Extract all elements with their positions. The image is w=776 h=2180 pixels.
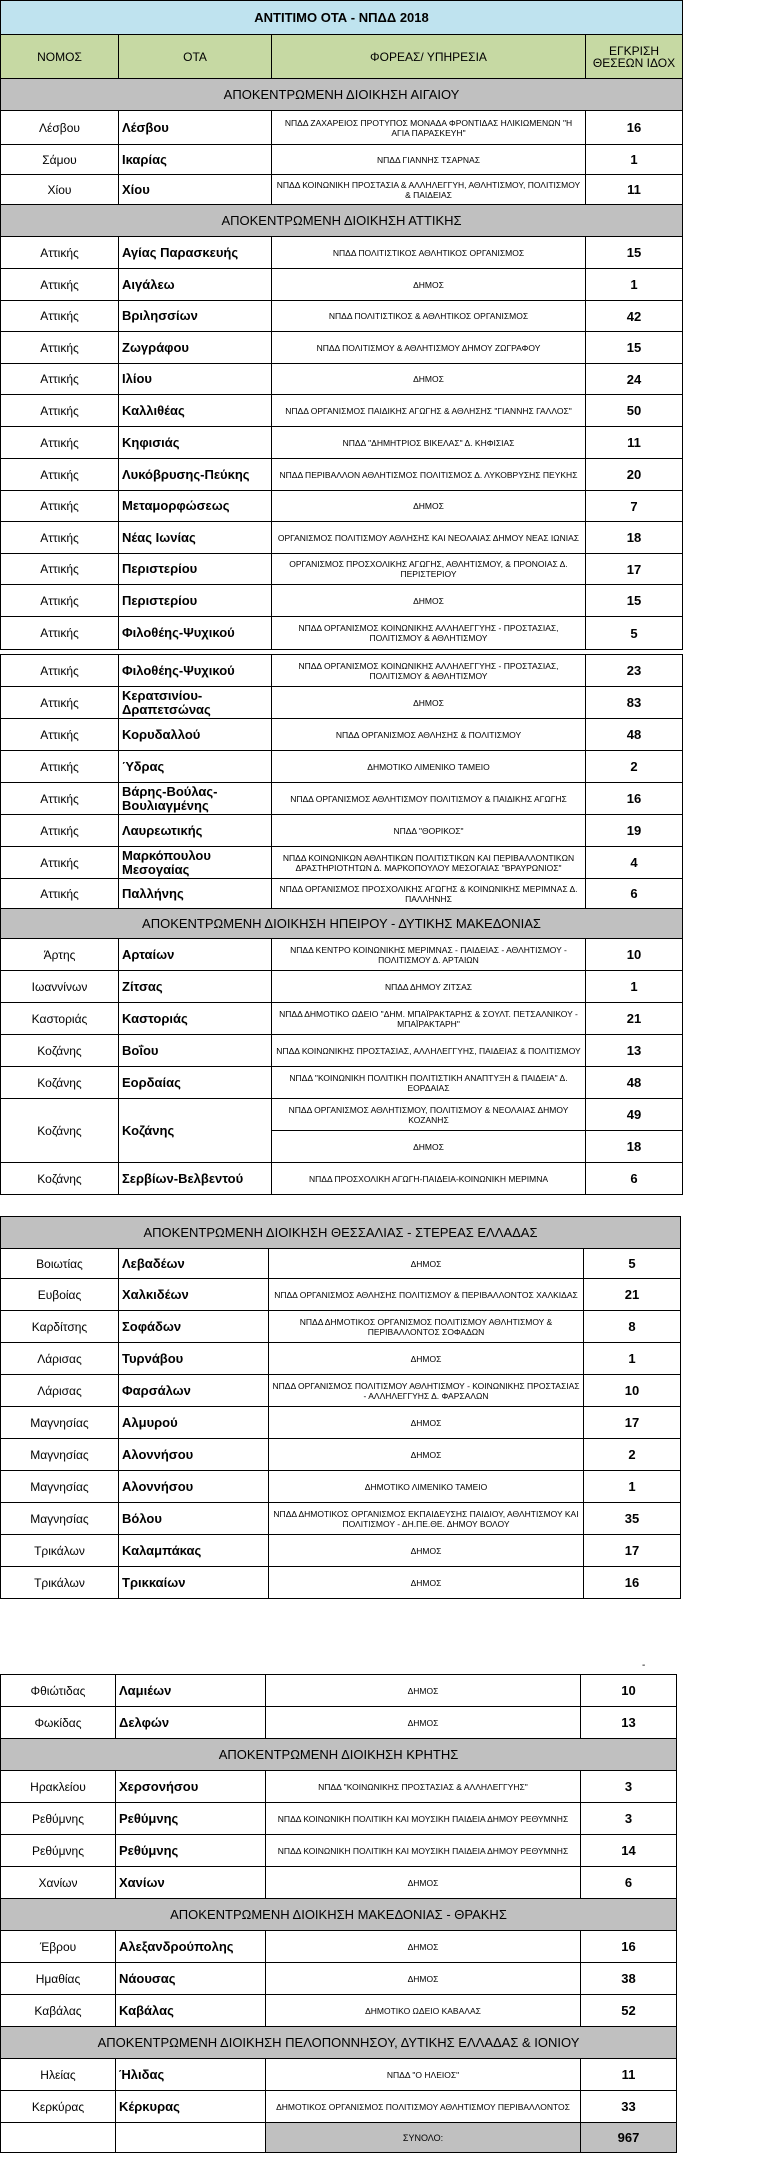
cell-foreas: ΔΗΜΟΣ: [269, 1535, 584, 1567]
table-crete-peloponnese: [0, 1674, 677, 2153]
cell-nomos: Σάμου: [1, 145, 119, 175]
table-row: [1, 1535, 681, 1567]
cell-foreas: ΔΗΜΟΣ: [269, 1439, 584, 1471]
cell-ota: Βόλου: [119, 1503, 269, 1535]
section-row: [1, 909, 683, 939]
cell-count: 42: [586, 301, 683, 332]
cell-foreas: ΝΠΔΔ ΠΟΛΙΤΙΣΜΟΥ & ΑΘΛΗΤΙΣΜΟΥ ΔΗΜΟΥ ΖΩΓΡΑΦΟΥ: [272, 332, 586, 364]
cell-foreas: ΝΠΔΔ ΖΑΧΑΡΕΙΟΣ ΠΡΟΤΥΠΟΣ ΜΟΝΑΔΑ ΦΡΟΝΤΙΔΑΣ ΗΛΙΚΙΩΜΕΝΩΝ "Η ΑΓΙΑ ΠΑΡΑΣΚΕΥΗ": [272, 111, 586, 145]
cell-ota: Χανίων: [116, 1867, 266, 1899]
cell-ota: Κερατσινίου-Δραπετσώνας: [119, 687, 272, 719]
cell-count: 6: [581, 1867, 677, 1899]
cell-nomos: Ρεθύμνης: [1, 1835, 116, 1867]
cell-nomos: Αττικής: [1, 459, 119, 491]
cell-count: 1: [584, 1471, 681, 1503]
section-row: [1, 1217, 681, 1249]
cell-nomos: Μαγνησίας: [1, 1503, 119, 1535]
cell-ota: Αλμυρού: [119, 1407, 269, 1439]
cell-ota: Ικαρίας: [119, 145, 272, 175]
cell-ota: Βριλησσίων: [119, 301, 272, 332]
cell-foreas: ΝΠΔΔ ΟΡΓΑΝΙΣΜΟΣ ΑΘΛΗΤΙΣΜΟΥ ΠΟΛΙΤΙΣΜΟΥ & ΠΑΙΔΙΚΗΣ ΑΓΩΓΗΣ: [272, 783, 586, 815]
section-title: ΑΠΟΚΕΝΤΡΩΜΕΝΗ ΔΙΟΙΚΗΣΗ ΘΕΣΣΑΛΙΑΣ - ΣΤΕΡΕΑΣ ΕΛΛΑΔΑΣ: [1, 1217, 681, 1249]
cell-foreas: ΔΗΜΟΣ: [269, 1407, 584, 1439]
cell-ota: Λέσβου: [119, 111, 272, 145]
cell-nomos: Τρικάλων: [1, 1567, 119, 1599]
cell-ota: Ρεθύμνης: [116, 1803, 266, 1835]
cell-nomos: Αττικής: [1, 491, 119, 522]
cell-ota: Τυρνάβου: [119, 1343, 269, 1375]
cell-count: 48: [586, 719, 683, 751]
cell-nomos: Καστοριάς: [1, 1003, 119, 1035]
cell-foreas: ΔΗΜΟΣ: [269, 1249, 584, 1279]
cell-nomos: Αττικής: [1, 847, 119, 879]
table-thessaly: [0, 1216, 681, 1599]
cell-foreas: ΔΗΜΟΣ: [272, 269, 586, 301]
cell-ota: Αγίας Παρασκευής: [119, 237, 272, 269]
cell-ota: Δελφών: [116, 1707, 266, 1739]
col-header-nomos: ΝΟΜΟΣ: [1, 35, 119, 79]
cell-count: 6: [586, 1163, 683, 1195]
cell-ota: Λαυρεωτικής: [119, 815, 272, 847]
cell-nomos: Μαγνησίας: [1, 1439, 119, 1471]
table-row: [1, 879, 683, 909]
cell-ota: Σερβίων-Βελβεντού: [119, 1163, 272, 1195]
cell-nomos: Κοζάνης: [1, 1067, 119, 1099]
cell-count: 1: [586, 145, 683, 175]
cell-ota: Βοΐου: [119, 1035, 272, 1067]
cell-ota: Χαλκιδέων: [119, 1279, 269, 1311]
section-title: ΑΠΟΚΕΝΤΡΩΜΕΝΗ ΔΙΟΙΚΗΣΗ ΜΑΚΕΔΟΝΙΑΣ - ΘΡΑΚΗΣ: [1, 1899, 677, 1931]
cell-foreas: ΝΠΔΔ ΔΗΜΟΤΙΚΟ ΩΔΕΙΟ "ΔΗΜ. ΜΠΑΪΡΑΚΤΑΡΗΣ & ΣΟΥΛΤ. ΠΕΤΣΑΛΝΙΚΟΥ - ΜΠΑΪΡΑΚΤΑΡΗ": [272, 1003, 586, 1035]
table-row: [1, 175, 683, 205]
cell-ota: Νέας Ιωνίας: [119, 522, 272, 554]
cell-count: 2: [584, 1439, 681, 1471]
cell-foreas: ΔΗΜΟΣ: [266, 1931, 581, 1963]
cell-nomos: Λέσβου: [1, 111, 119, 145]
cell-foreas: ΝΠΔΔ "ΚΟΙΝΩΝΙΚΗ ΠΟΛΙΤΙΚΗ ΠΟΛΙΤΙΣΤΙΚΗ ΑΝΑΠΤΥΞΗ & ΠΑΙΔΕΙΑ" Δ. ΕΟΡΔΑΙΑΣ: [272, 1067, 586, 1099]
table-row: [1, 1375, 681, 1407]
table-row: [1, 687, 683, 719]
cell-foreas: ΝΠΔΔ "Ο ΗΛΕΙΟΣ": [266, 2059, 581, 2091]
cell-ota: Ιλίου: [119, 364, 272, 395]
cell-count: 52: [581, 1995, 677, 2027]
cell-ota: Αλοννήσου: [119, 1439, 269, 1471]
cell-nomos: Άρτης: [1, 939, 119, 971]
cell-ota: Χερσονήσου: [116, 1771, 266, 1803]
table-row: [1, 395, 683, 427]
col-header-egkrisi: ΕΓΚΡΙΣΗ ΘΕΣΕΩΝ ΙΔΟΧ: [586, 35, 683, 79]
cell-foreas: ΝΠΔΔ ΠΟΛΙΤΙΣΤΙΚΟΣ & ΑΘΛΗΤΙΚΟΣ ΟΡΓΑΝΙΣΜΟΣ: [272, 301, 586, 332]
table-row: [1, 971, 683, 1003]
table-row: [1, 1675, 677, 1707]
cell-foreas: ΝΠΔΔ ΚΟΙΝΩΝΙΚΗ ΠΟΛΙΤΙΚΗ ΚΑΙ ΜΟΥΣΙΚΗ ΠΑΙΔΕΙΑ ΔΗΜΟΥ ΡΕΘΥΜΝΗΣ: [266, 1835, 581, 1867]
cell-count: 17: [584, 1407, 681, 1439]
cell-count: 21: [586, 1003, 683, 1035]
cell-count: 11: [586, 427, 683, 459]
cell-nomos: Αττικής: [1, 237, 119, 269]
cell-nomos: Ηλείας: [1, 2059, 116, 2091]
table-row: [1, 332, 683, 364]
table-row: [1, 522, 683, 554]
title-row: [1, 1, 683, 35]
cell-count: 38: [581, 1963, 677, 1995]
cell-nomos: Λάρισας: [1, 1375, 119, 1407]
cell-ota: Καλαμπάκας: [119, 1535, 269, 1567]
cell-foreas: ΝΠΔΔ ΔΗΜΟΤΙΚΟΣ ΟΡΓΑΝΙΣΜΟΣ ΠΟΛΙΤΙΣΜΟΥ ΑΘΛΗΤΙΣΜΟΥ & ΠΕΡΙΒΑΛΛΟΝΤΟΣ ΣΟΦΑΔΩΝ: [269, 1311, 584, 1343]
section-row: [1, 79, 683, 111]
cell-ota: Περιστερίου: [119, 554, 272, 585]
cell-nomos: Αττικής: [1, 554, 119, 585]
cell-nomos: Έβρου: [1, 1931, 116, 1963]
cell-count: 11: [586, 175, 683, 205]
cell-count: 2: [586, 751, 683, 783]
cell-count: 3: [581, 1803, 677, 1835]
cell-foreas: ΝΠΔΔ "ΔΗΜΗΤΡΙΟΣ ΒΙΚΕΛΑΣ" Δ. ΚΗΦΙΣΙΑΣ: [272, 427, 586, 459]
table-row: [1, 111, 683, 145]
cell-count: 15: [586, 332, 683, 364]
cell-nomos: Αττικής: [1, 687, 119, 719]
cell-nomos: Ευβοίας: [1, 1279, 119, 1311]
cell-count: 13: [581, 1707, 677, 1739]
table-row: [1, 751, 683, 783]
cell-count: 5: [584, 1249, 681, 1279]
cell-count: 15: [586, 237, 683, 269]
table-row: [1, 939, 683, 971]
table-row: [1, 1311, 681, 1343]
table-row: [1, 585, 683, 617]
cell-count: 10: [584, 1375, 681, 1407]
cell-nomos: Αττικής: [1, 815, 119, 847]
cell-count: 17: [586, 554, 683, 585]
cell-count: 4: [586, 847, 683, 879]
table-row: [1, 783, 683, 815]
cell-ota: Βάρης-Βούλας-Βουλιαγμένης: [119, 783, 272, 815]
table-attica-epirus: [0, 654, 683, 1195]
total-label: ΣΥΝΟΛΟ:: [266, 2123, 581, 2153]
cell-foreas: ΝΠΔΔ ΔΗΜΟΤΙΚΟΣ ΟΡΓΑΝΙΣΜΟΣ ΕΚΠΑΙΔΕΥΣΗΣ ΠΑΙΔΙΟΥ, ΑΘΛΗΤΙΣΜΟΥ ΚΑΙ ΠΟΛΙΤΙΣΜΟΥ - ΔΗ.ΠΕ.ΘΕ. ΔΗΜΟΥ ΒΟΛΟΥ: [269, 1503, 584, 1535]
cell-count: 18: [586, 522, 683, 554]
table-row: [1, 1163, 683, 1195]
table-row: [1, 2091, 677, 2123]
cell-count: 5: [586, 617, 683, 650]
cell-count: 13: [586, 1035, 683, 1067]
cell-nomos: Ιωαννίνων: [1, 971, 119, 1003]
cell-nomos: Αττικής: [1, 617, 119, 650]
cell-count: 17: [584, 1535, 681, 1567]
section-row: [1, 1739, 677, 1771]
cell-ota: Ύδρας: [119, 751, 272, 783]
cell-ota: Λυκόβρυσης-Πεύκης: [119, 459, 272, 491]
table-row: [1, 1803, 677, 1835]
table-row: [1, 1035, 683, 1067]
cell-count: 8: [584, 1311, 681, 1343]
table-title: ΑΝΤΙΤΙΜΟ ΟΤΑ - ΝΠΔΔ 2018: [1, 1, 683, 35]
section-title: ΑΠΟΚΕΝΤΡΩΜΕΝΗ ΔΙΟΙΚΗΣΗ ΑΤΤΙΚΗΣ: [1, 205, 683, 237]
cell-ota: Κηφισιάς: [119, 427, 272, 459]
empty-cell: [1, 2123, 116, 2153]
cell-foreas: ΔΗΜΟΣ: [272, 687, 586, 719]
cell-ota: Χίου: [119, 175, 272, 205]
cell-count: 1: [586, 971, 683, 1003]
cell-foreas: ΝΠΔΔ ΚΕΝΤΡΟ ΚΟΙΝΩΝΙΚΗΣ ΜΕΡΙΜΝΑΣ - ΠΑΙΔΕΙΑΣ - ΑΘΛΗΤΙΣΜΟΥ - ΠΟΛΙΤΙΣΜΟΥ Δ. ΑΡΤΑΙΩΝ: [272, 939, 586, 971]
cell-count: 6: [586, 879, 683, 909]
cell-foreas: ΔΗΜΟΤΙΚΟ ΩΔΕΙΟ ΚΑΒΑΛΑΣ: [266, 1995, 581, 2027]
col-header-foreas: ΦΟΡΕΑΣ/ ΥΠΗΡΕΣΙΑ: [272, 35, 586, 79]
cell-nomos: Αττικής: [1, 719, 119, 751]
cell-ota: Καβάλας: [116, 1995, 266, 2027]
cell-foreas: ΝΠΔΔ ΟΡΓΑΝΙΣΜΟΣ ΑΘΛΗΣΗΣ ΠΟΛΙΤΙΣΜΟΥ & ΠΕΡΙΒΑΛΛΟΝΤΟΣ ΧΑΛΚΙΔΑΣ: [269, 1279, 584, 1311]
cell-ota: Παλλήνης: [119, 879, 272, 909]
cell-count: 19: [586, 815, 683, 847]
table-row: [1, 145, 683, 175]
section-title: ΑΠΟΚΕΝΤΡΩΜΕΝΗ ΔΙΟΙΚΗΣΗ ΚΡΗΤΗΣ: [1, 1739, 677, 1771]
cell-count: 1: [586, 269, 683, 301]
table-row: [1, 617, 683, 650]
table-row: [1, 1471, 681, 1503]
cell-nomos: Χανίων: [1, 1867, 116, 1899]
table-row: [1, 237, 683, 269]
table-row: [1, 1503, 681, 1535]
cell-count: 49: [586, 1099, 683, 1131]
cell-foreas: ΝΠΔΔ ΔΗΜΟΥ ΖΙΤΣΑΣ: [272, 971, 586, 1003]
table-row: [1, 2059, 677, 2091]
cell-nomos: Τρικάλων: [1, 1535, 119, 1567]
table-row: [1, 491, 683, 522]
cell-nomos: Καβάλας: [1, 1995, 116, 2027]
cell-count: 10: [581, 1675, 677, 1707]
table-row: [1, 847, 683, 879]
cell-foreas: ΝΠΔΔ ΚΟΙΝΩΝΙΚΗ ΠΟΛΙΤΙΚΗ ΚΑΙ ΜΟΥΣΙΚΗ ΠΑΙΔΕΙΑ ΔΗΜΟΥ ΡΕΘΥΜΝΗΣ: [266, 1803, 581, 1835]
cell-foreas: ΔΗΜΟΣ: [272, 585, 586, 617]
cell-nomos: Ημαθίας: [1, 1963, 116, 1995]
cell-ota: Ρεθύμνης: [116, 1835, 266, 1867]
section-title: ΑΠΟΚΕΝΤΡΩΜΕΝΗ ΔΙΟΙΚΗΣΗ ΗΠΕΙΡΟΥ - ΔΥΤΙΚΗΣ ΜΑΚΕΔΟΝΙΑΣ: [1, 909, 683, 939]
cell-nomos: Καρδίτσης: [1, 1311, 119, 1343]
table-row: [1, 1835, 677, 1867]
table-row: [1, 1931, 677, 1963]
cell-foreas: ΝΠΔΔ ΟΡΓΑΝΙΣΜΟΣ ΠΡΟΣΧΟΛΙΚΗΣ ΑΓΩΓΗΣ & ΚΟΙΝΩΝΙΚΗΣ ΜΕΡΙΜΝΑΣ Δ. ΠΑΛΛΗΝΗΣ: [272, 879, 586, 909]
cell-nomos: Αττικής: [1, 655, 119, 687]
cell-nomos: Αττικής: [1, 364, 119, 395]
cell-foreas: ΔΗΜΟΣ: [272, 491, 586, 522]
section-row: [1, 205, 683, 237]
cell-foreas: ΝΠΔΔ ΓΙΑΝΝΗΣ ΤΣΑΡΝΑΣ: [272, 145, 586, 175]
table-row: [1, 1567, 681, 1599]
cell-foreas: ΟΡΓΑΝΙΣΜΟΣ ΠΟΛΙΤΙΣΜΟΥ ΑΘΛΗΣΗΣ ΚΑΙ ΝΕΟΛΑΙΑΣ ΔΗΜΟΥ ΝΕΑΣ ΙΩΝΙΑΣ: [272, 522, 586, 554]
table-row: [1, 1343, 681, 1375]
cell-count: 11: [581, 2059, 677, 2091]
col-header-ota: ΟΤΑ: [119, 35, 272, 79]
cell-foreas: ΝΠΔΔ ΟΡΓΑΝΙΣΜΟΣ ΠΟΛΙΤΙΣΜΟΥ ΑΘΛΗΤΙΣΜΟΥ - ΚΟΙΝΩΝΙΚΗΣ ΠΡΟΣΤΑΣΙΑΣ - ΑΛΛΗΛΕΓΓΥΗΣ Δ. ΦΑΡΣΑΛΩΝ: [269, 1375, 584, 1407]
cell-ota: Περιστερίου: [119, 585, 272, 617]
cell-nomos: Βοιωτίας: [1, 1249, 119, 1279]
header-row: [1, 35, 683, 79]
cell-nomos: Αττικής: [1, 395, 119, 427]
cell-ota: Αρταίων: [119, 939, 272, 971]
cell-ota: Ζωγράφου: [119, 332, 272, 364]
cell-nomos: Χίου: [1, 175, 119, 205]
table-aegean-attica: [0, 0, 683, 650]
cell-count: 1: [584, 1343, 681, 1375]
table-row: [1, 1963, 677, 1995]
cell-ota: Λεβαδέων: [119, 1249, 269, 1279]
section-row: [1, 1899, 677, 1931]
cell-nomos: Κερκύρας: [1, 2091, 116, 2123]
cell-ota: Αιγάλεω: [119, 269, 272, 301]
cell-foreas: ΔΗΜΟΣ: [266, 1707, 581, 1739]
dash-mark: -: [642, 1660, 646, 1671]
table-row: [1, 269, 683, 301]
cell-ota: Αλεξανδρούπολης: [116, 1931, 266, 1963]
cell-foreas: ΔΗΜΟΤΙΚΟ ΛΙΜΕΝΙΚΟ ΤΑΜΕΙΟ: [272, 751, 586, 783]
table-row: [1, 427, 683, 459]
total-row: [1, 2123, 677, 2153]
table-row: [1, 1707, 677, 1739]
cell-ota: Καστοριάς: [119, 1003, 272, 1035]
table-row: [1, 301, 683, 332]
section-row: [1, 2027, 677, 2059]
cell-nomos: Λάρισας: [1, 1343, 119, 1375]
cell-nomos: Αττικής: [1, 269, 119, 301]
section-title: ΑΠΟΚΕΝΤΡΩΜΕΝΗ ΔΙΟΙΚΗΣΗ ΠΕΛΟΠΟΝΝΗΣΟΥ, ΔΥΤΙΚΗΣ ΕΛΛΑΔΑΣ & ΙΟΝΙΟΥ: [1, 2027, 677, 2059]
cell-count: 83: [586, 687, 683, 719]
cell-nomos: Κοζάνης: [1, 1099, 119, 1163]
cell-foreas: ΝΠΔΔ ΟΡΓΑΝΙΣΜΟΣ ΚΟΙΝΩΝΙΚΗΣ ΑΛΛΗΛΕΓΓΥΗΣ - ΠΡΟΣΤΑΣΙΑΣ, ΠΟΛΙΤΙΣΜΟΥ & ΑΘΛΗΤΙΣΜΟΥ: [272, 655, 586, 687]
empty-cell: [116, 2123, 266, 2153]
table-row: [1, 1407, 681, 1439]
table-row: [1, 1439, 681, 1471]
cell-nomos: Φθιώτιδας: [1, 1675, 116, 1707]
cell-foreas: ΔΗΜΟΣ: [272, 1131, 586, 1163]
table-row: [1, 1867, 677, 1899]
cell-ota: Λαμιέων: [116, 1675, 266, 1707]
cell-foreas: ΝΠΔΔ ΚΟΙΝΩΝΙΚΗ ΠΡΟΣΤΑΣΙΑ & ΑΛΛΗΛΕΓΓΥΗ, ΑΘΛΗΤΙΣΜΟΥ, ΠΟΛΙΤΙΣΜΟΥ & ΠΑΙΔΕΙΑΣ: [272, 175, 586, 205]
cell-foreas: ΝΠΔΔ ΠΟΛΙΤΙΣΤΙΚΟΣ ΑΘΛΗΤΙΚΟΣ ΟΡΓΑΝΙΣΜΟΣ: [272, 237, 586, 269]
cell-foreas: ΔΗΜΟΣ: [266, 1675, 581, 1707]
cell-ota: Ζίτσας: [119, 971, 272, 1003]
cell-count: 20: [586, 459, 683, 491]
cell-ota: Φιλοθέης-Ψυχικού: [119, 655, 272, 687]
table-row: [1, 1771, 677, 1803]
cell-nomos: Αττικής: [1, 332, 119, 364]
cell-ota: Μεταμορφώσεως: [119, 491, 272, 522]
cell-nomos: Μαγνησίας: [1, 1407, 119, 1439]
cell-nomos: Αττικής: [1, 427, 119, 459]
cell-ota: Εορδαίας: [119, 1067, 272, 1099]
table-row: [1, 554, 683, 585]
cell-nomos: Αττικής: [1, 301, 119, 332]
cell-count: 7: [586, 491, 683, 522]
cell-ota: Κοζάνης: [119, 1099, 272, 1163]
section-title: ΑΠΟΚΕΝΤΡΩΜΕΝΗ ΔΙΟΙΚΗΣΗ ΑΙΓΑΙΟΥ: [1, 79, 683, 111]
cell-count: 35: [584, 1503, 681, 1535]
cell-ota: Νάουσας: [116, 1963, 266, 1995]
cell-foreas: ΝΠΔΔ ΟΡΓΑΝΙΣΜΟΣ ΑΘΛΗΤΙΣΜΟΥ, ΠΟΛΙΤΙΣΜΟΥ & ΝΕΟΛΑΙΑΣ ΔΗΜΟΥ ΚΟΖΑΝΗΣ: [272, 1099, 586, 1131]
cell-nomos: Αττικής: [1, 879, 119, 909]
cell-foreas: ΔΗΜΟΣ: [266, 1867, 581, 1899]
cell-foreas: ΝΠΔΔ "ΚΟΙΝΩΝΙΚΗΣ ΠΡΟΣΤΑΣΙΑΣ & ΑΛΛΗΛΕΓΓΥΗΣ": [266, 1771, 581, 1803]
cell-foreas: ΝΠΔΔ ΚΟΙΝΩΝΙΚΗΣ ΠΡΟΣΤΑΣΙΑΣ, ΑΛΛΗΛΕΓΓΥΗΣ, ΠΑΙΔΕΙΑΣ & ΠΟΛΙΤΙΣΜΟΥ: [272, 1035, 586, 1067]
table-row: [1, 1003, 683, 1035]
table-row: [1, 1099, 683, 1131]
cell-count: 18: [586, 1131, 683, 1163]
cell-nomos: Αττικής: [1, 585, 119, 617]
cell-ota: Κορυδαλλού: [119, 719, 272, 751]
table-row: [1, 719, 683, 751]
cell-nomos: Αττικής: [1, 783, 119, 815]
cell-ota: Κέρκυρας: [116, 2091, 266, 2123]
cell-foreas: ΔΗΜΟΣ: [272, 364, 586, 395]
cell-foreas: ΔΗΜΟΣ: [269, 1343, 584, 1375]
cell-count: 23: [586, 655, 683, 687]
cell-foreas: ΝΠΔΔ ΚΟΙΝΩΝΙΚΩΝ ΑΘΛΗΤΙΚΩΝ ΠΟΛΙΤΙΣΤΙΚΩΝ ΚΑΙ ΠΕΡΙΒΑΛΛΟΝΤΙΚΩΝ ΔΡΑΣΤΗΡΙΟΤΗΤΩΝ Δ. ΜΑΡΚΟΠΟΥΛΟΥ ΜΕΣΟΓΑΙΑΣ "ΒΡΑΥΡΩΝΙΟΣ": [272, 847, 586, 879]
table-row: [1, 459, 683, 491]
cell-ota: Φαρσάλων: [119, 1375, 269, 1407]
cell-nomos: Κοζάνης: [1, 1035, 119, 1067]
cell-count: 50: [586, 395, 683, 427]
cell-count: 21: [584, 1279, 681, 1311]
cell-nomos: Κοζάνης: [1, 1163, 119, 1195]
cell-count: 16: [586, 783, 683, 815]
cell-foreas: ΝΠΔΔ ΟΡΓΑΝΙΣΜΟΣ ΑΘΛΗΣΗΣ & ΠΟΛΙΤΙΣΜΟΥ: [272, 719, 586, 751]
cell-foreas: ΔΗΜΟΣ: [269, 1567, 584, 1599]
cell-foreas: ΔΗΜΟΣ: [266, 1963, 581, 1995]
cell-ota: Αλοννήσου: [119, 1471, 269, 1503]
cell-nomos: Φωκίδας: [1, 1707, 116, 1739]
table-row: [1, 1249, 681, 1279]
cell-ota: Καλλιθέας: [119, 395, 272, 427]
cell-count: 16: [586, 111, 683, 145]
total-count: 967: [581, 2123, 677, 2153]
cell-count: 33: [581, 2091, 677, 2123]
cell-foreas: ΝΠΔΔ ΟΡΓΑΝΙΣΜΟΣ ΚΟΙΝΩΝΙΚΗΣ ΑΛΛΗΛΕΓΓΥΗΣ - ΠΡΟΣΤΑΣΙΑΣ, ΠΟΛΙΤΙΣΜΟΥ & ΑΘΛΗΤΙΣΜΟΥ: [272, 617, 586, 650]
cell-nomos: Αττικής: [1, 522, 119, 554]
cell-count: 15: [586, 585, 683, 617]
table-row: [1, 1995, 677, 2027]
cell-count: 3: [581, 1771, 677, 1803]
cell-ota: Φιλοθέης-Ψυχικού: [119, 617, 272, 650]
cell-count: 16: [581, 1931, 677, 1963]
cell-count: 14: [581, 1835, 677, 1867]
cell-count: 24: [586, 364, 683, 395]
table-row: [1, 655, 683, 687]
cell-ota: Ήλιδας: [116, 2059, 266, 2091]
cell-ota: Σοφάδων: [119, 1311, 269, 1343]
cell-count: 16: [584, 1567, 681, 1599]
cell-foreas: ΔΗΜΟΤΙΚΟΣ ΟΡΓΑΝΙΣΜΟΣ ΠΟΛΙΤΙΣΜΟΥ ΑΘΛΗΤΙΣΜΟΥ ΠΕΡΙΒΑΛΛΟΝΤΟΣ: [266, 2091, 581, 2123]
cell-foreas: ΝΠΔΔ "ΘΟΡΙΚΟΣ": [272, 815, 586, 847]
table-row: [1, 1067, 683, 1099]
table-row: [1, 815, 683, 847]
table-row: [1, 1279, 681, 1311]
cell-count: 48: [586, 1067, 683, 1099]
cell-foreas: ΟΡΓΑΝΙΣΜΟΣ ΠΡΟΣΧΟΛΙΚΗΣ ΑΓΩΓΗΣ, ΑΘΛΗΤΙΣΜΟΥ, & ΠΡΟΝΟΙΑΣ Δ. ΠΕΡΙΣΤΕΡΙΟΥ: [272, 554, 586, 585]
cell-foreas: ΔΗΜΟΤΙΚΟ ΛΙΜΕΝΙΚΟ ΤΑΜΕΙΟ: [269, 1471, 584, 1503]
cell-foreas: ΝΠΔΔ ΟΡΓΑΝΙΣΜΟΣ ΠΑΙΔΙΚΗΣ ΑΓΩΓΗΣ & ΑΘΛΗΣΗΣ "ΓΙΑΝΝΗΣ ΓΑΛΛΟΣ": [272, 395, 586, 427]
cell-ota: Μαρκόπουλου Μεσογαίας: [119, 847, 272, 879]
cell-nomos: Αττικής: [1, 751, 119, 783]
cell-ota: Τρικκαίων: [119, 1567, 269, 1599]
cell-nomos: Ηρακλείου: [1, 1771, 116, 1803]
cell-nomos: Ρεθύμνης: [1, 1803, 116, 1835]
cell-foreas: ΝΠΔΔ ΠΕΡΙΒΑΛΛΟΝ ΑΘΛΗΤΙΣΜΟΣ ΠΟΛΙΤΙΣΜΟΣ Δ. ΛΥΚΟΒΡΥΣΗΣ ΠΕΥΚΗΣ: [272, 459, 586, 491]
cell-foreas: ΝΠΔΔ ΠΡΟΣΧΟΛΙΚΗ ΑΓΩΓΗ-ΠΑΙΔΕΙΑ-ΚΟΙΝΩΝΙΚΗ ΜΕΡΙΜΝΑ: [272, 1163, 586, 1195]
table-row: [1, 364, 683, 395]
cell-nomos: Μαγνησίας: [1, 1471, 119, 1503]
cell-count: 10: [586, 939, 683, 971]
